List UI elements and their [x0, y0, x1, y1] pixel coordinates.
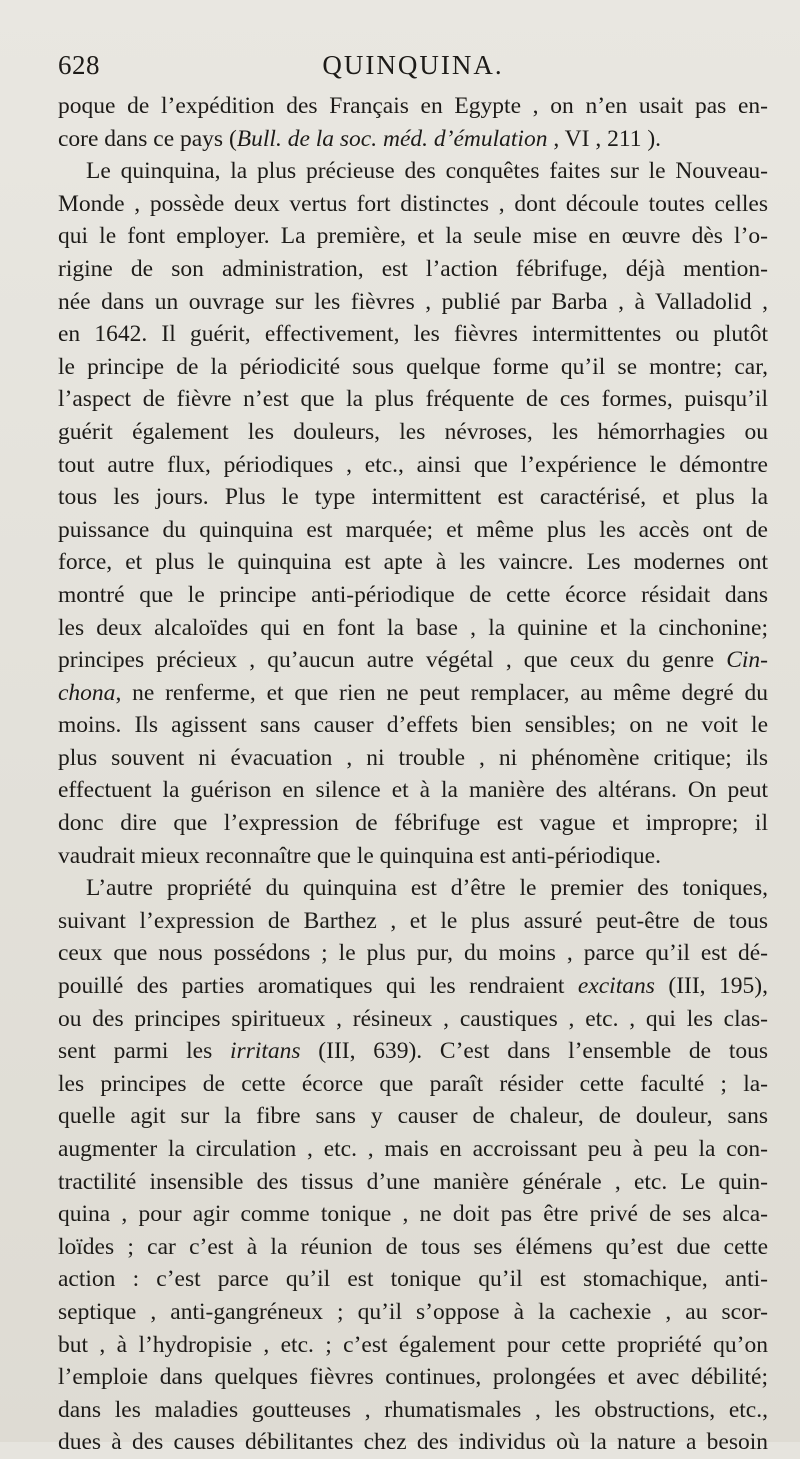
italic-text: Bull. de la soc. méd. d’émulation: [236, 125, 548, 152]
line-text: puissance du quinquina est marquée; et même plus les accès ont de: [58, 516, 768, 543]
line-text: L’autre propriété du quinquina est d’être le premier des toniques,: [86, 875, 768, 902]
line-text: , VI , 211 ).: [547, 125, 662, 152]
text-line: [58, 220, 768, 253]
line-text: augmenter la circulation , etc. , mais en accroissant peu à peu la con-: [58, 1136, 768, 1162]
text-line: [58, 1100, 768, 1133]
text-line: [58, 742, 768, 775]
line-text: dues à des causes débilitantes chez des individus où la nature a besoin: [58, 1429, 768, 1456]
line-text: quelle agit sur la fibre sans y causer de chaleur, de douleur, sans: [58, 1103, 768, 1130]
page-header: [58, 50, 768, 90]
text-line: [58, 351, 768, 384]
line-text: l’aspect de fièvre n’est que la plus fréquente de ces formes, puisqu’il: [58, 386, 768, 413]
text-line: [58, 90, 768, 123]
line-text: loïdes ; car c’est à la réunion de tous ses élémens qu’est due cette: [58, 1233, 768, 1260]
line-text: les deux alcaloïdes qui en font la base , la quinine et la cinchonine;: [58, 614, 768, 641]
text-line: [58, 449, 768, 482]
line-text: plus souvent ni évacuation , ni trouble , ni phénomène critique; ils: [58, 744, 768, 771]
text-line: [58, 840, 768, 873]
page-number: 628: [58, 50, 100, 80]
line-text: le principe de la périodicité sous quelque forme qu’il se montre; car,: [58, 353, 768, 380]
text-line: [58, 546, 768, 579]
text-line: [58, 774, 768, 807]
text-line: [58, 937, 768, 970]
text-line: [58, 253, 768, 286]
line-text: tractilité insensible des tissus d’une manière générale , etc. Le quin-: [58, 1168, 768, 1195]
line-text: , ne renferme, et que rien ne peut remplacer, au même degré du: [115, 679, 768, 706]
text-line: [58, 188, 768, 221]
text-line: [58, 1394, 768, 1427]
italic-text: chona: [58, 679, 116, 706]
running-title: QUINQUINA.: [322, 50, 504, 80]
line-text: (III, 195),: [654, 973, 768, 1000]
line-text: donc dire que l’expression de fébrifuge est vague et impropre; il: [58, 810, 768, 837]
line-text: moins. Ils agissent sans causer d’effets bien sensibles; on ne voit le: [58, 712, 768, 739]
text-line: [58, 872, 768, 905]
line-text: rigine de son administration, est l’action fébrifuge, déjà mention-: [58, 255, 768, 282]
text-line: [58, 612, 768, 645]
line-text: suivant l’expression de Barthez , et le plus assuré peut-être de tous: [58, 907, 768, 934]
text-line: [58, 481, 768, 514]
text-line: [58, 905, 768, 938]
text-line: [58, 1329, 768, 1362]
text-line: [58, 1361, 768, 1394]
text-line: [58, 644, 768, 677]
text-line: [58, 155, 768, 188]
line-text: sent parmi les: [58, 1038, 231, 1065]
line-text: en 1642. Il guérit, effectivement, les fièvres intermittentes ou plutôt: [58, 321, 768, 348]
line-text: ou des principes spiritueux , résineux , caustiques , etc. , qui les clas-: [58, 1005, 768, 1032]
italic-text: irritans: [230, 1038, 301, 1065]
line-text: pouillé des parties aromatiques qui les rendraient: [58, 973, 578, 1000]
line-text: effectuent la guérison en silence et à la manière des altérans. On peut: [58, 777, 768, 804]
line-text: qui le font employer. La première, et la seule mise en œuvre dès l’o-: [58, 223, 768, 250]
text-line: [58, 807, 768, 840]
text-line: [58, 1133, 768, 1166]
line-text: principes précieux , qu’aucun autre végétal , que ceux du genre: [58, 647, 727, 674]
text-line: [58, 1166, 768, 1199]
text-line: [58, 1003, 768, 1036]
line-text: force, et plus le quinquina est apte à les vaincre. Les modernes ont: [58, 549, 768, 576]
line-text: guérit également les douleurs, les névroses, les hémorrhagies ou: [58, 418, 768, 445]
text-line: [58, 514, 768, 547]
line-text: née dans un ouvrage sur les fièvres , publié par Barba , à Valladolid ,: [58, 288, 768, 315]
text-line: [58, 1263, 768, 1296]
text-line: [58, 1068, 768, 1101]
text-line: [58, 709, 768, 742]
line-text: poque de l’expédition des Français en Egypte , on n’en usait pas en-: [58, 93, 768, 119]
text-line: [58, 677, 768, 710]
text-line: [58, 1426, 768, 1459]
italic-text: excitans: [577, 973, 655, 1000]
line-text: Monde , possède deux vertus fort distinctes , dont découle toutes celles: [58, 190, 768, 217]
text-line: [58, 1035, 768, 1068]
italic-text: Cin-: [726, 647, 768, 674]
line-text: septique , anti-gangréneux ; qu’il s’oppose à la cachexie , au scor-: [58, 1298, 768, 1325]
text-line: [58, 970, 768, 1003]
text-line: [58, 579, 768, 612]
line-text: dans les maladies goutteuses , rhumatismales , les obstructions, etc.,: [58, 1396, 768, 1423]
line-text: Le quinquina, la plus précieuse des conquêtes faites sur le Nouveau-: [86, 158, 768, 185]
text-line: [58, 416, 768, 449]
line-text: action : c’est parce qu’il est tonique qu’il est stomachique, anti-: [58, 1266, 768, 1293]
line-text: tout autre flux, périodiques , etc., ainsi que l’expérience le démontre: [58, 451, 768, 478]
line-text: l’emploie dans quelques fièvres continues, prolongées et avec débilité;: [58, 1364, 768, 1391]
line-text: ceux que nous possédons ; le plus pur, du moins , parce qu’il est dé-: [58, 940, 768, 967]
text-line: [58, 1231, 768, 1264]
body-text: [58, 90, 768, 1459]
text-line: [58, 1198, 768, 1231]
line-text: (III, 639). C’est dans l’ensemble de tous: [300, 1038, 769, 1065]
line-text: montré que le principe anti-périodique de cette écorce résidait dans: [58, 581, 768, 608]
text-line: [58, 286, 768, 319]
line-text: quina , pour agir comme tonique , ne doit pas être privé de ses alca-: [58, 1201, 768, 1228]
line-text: vaudrait mieux reconnaître que le quinquina est anti-périodique.: [58, 842, 661, 869]
text-line: [58, 318, 768, 351]
text-line: [58, 1296, 768, 1329]
text-line: [58, 383, 768, 416]
line-text: tous les jours. Plus le type intermittent est caractérisé, et plus la: [58, 484, 768, 511]
line-text: core dans ce pays (: [58, 125, 237, 152]
text-line: [58, 123, 768, 156]
line-text: but , à l’hydropisie , etc. ; c’est également pour cette propriété qu’on: [58, 1331, 768, 1358]
line-text: les principes de cette écorce que paraît résider cette faculté ; la-: [58, 1070, 768, 1097]
